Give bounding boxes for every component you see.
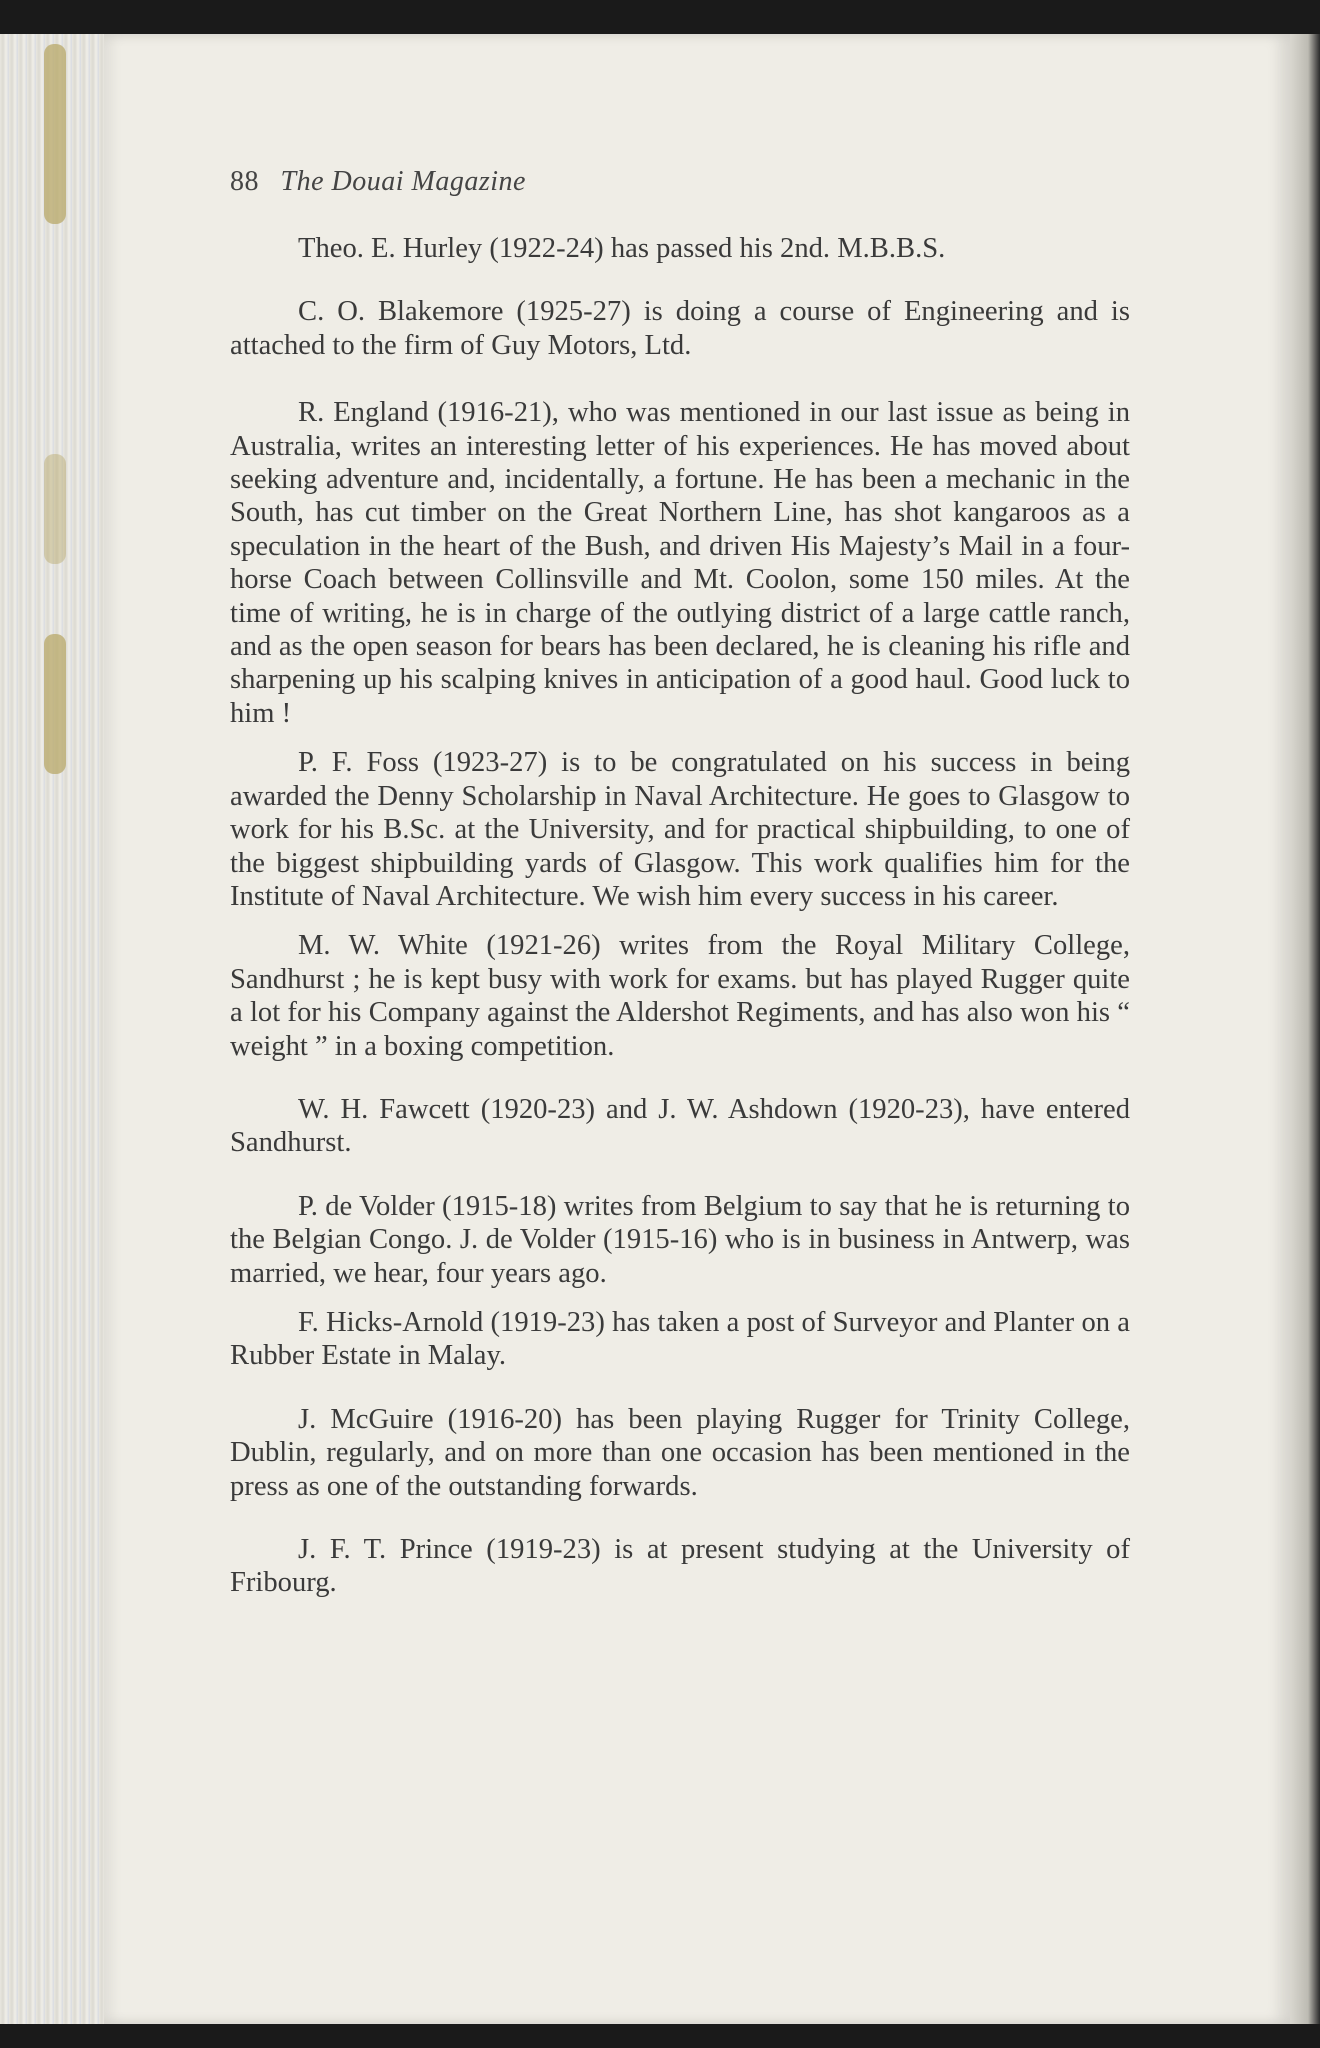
- book-page-edges: [0, 34, 108, 2024]
- paragraph-fawcett-ashdown: W. H. Fawcett (1920-23) and J. W. Ashdown (1920-23), have entered Sandhurst.: [230, 1093, 1130, 1159]
- book-right-edge: [1290, 34, 1320, 2024]
- paragraph-hurley: Theo. E. Hurley (1922-24) has passed his 2nd. M.B.B.S.: [298, 233, 946, 264]
- page-edge-stain: [44, 634, 66, 774]
- page-edge-stain: [44, 44, 66, 224]
- body-text: [230, 232, 1130, 1600]
- paragraph-blakemore: C. O. Blakemore (1925-27) is doing a course of Engineering and is attached to the firm of Guy Motors, Ltd.: [230, 296, 1130, 361]
- magazine-title: The Douai Magazine: [280, 166, 526, 197]
- paragraph-white: M. W. White (1921-26) writes from the Royal Military College, Sandhurst ; he is kept busy with work for exams. but has played Rugger quite a lot for his Company against the Aldershot Regiments, and has also won his “ weight ” in a boxing competition.: [230, 930, 1130, 1062]
- running-header: [230, 166, 526, 198]
- paragraph-mcguire: J. McGuire (1916-20) has been playing Rugger for Trinity College, Dublin, regularly, and on more than one occasion has been mentioned in the press as one of the outstanding forwards.: [230, 1403, 1130, 1502]
- page-number: 88: [230, 166, 259, 197]
- paragraph-hicks-arnold: F. Hicks-Arnold (1919-23) has taken a post of Surveyor and Planter on a Rubber Estate in Malay.: [230, 1306, 1130, 1372]
- page-edge-stain: [44, 454, 66, 564]
- paragraph-foss: P. F. Foss (1923-27) is to be congratulated on his success in being awarded the Denny Scholarship in Naval Architecture. He goes to Glasgow to work for his B.Sc. at the University, and for practical shipbuilding, to one of the biggest shipbuilding yards of Glasgow. This work qualifies him for the Institute of Naval Architecture. We wish him every success in his career.: [230, 747, 1130, 912]
- paragraph-prince: J. F. T. Prince (1919-23) is at present studying at the University of Fribourg.: [230, 1534, 1130, 1599]
- paragraph-de-volder: P. de Volder (1915-18) writes from Belgium to say that he is returning to the Belgian Congo. J. de Volder (1915-16) who is in business in Antwerp, was married, we hear, four years ago.: [230, 1190, 1130, 1289]
- paragraph-england: R. England (1916-21), who was mentioned in our last issue as being in Australia, writes an interesting letter of his experiences. He has moved about seeking adventure and, incidentally, a fortune. He has been a mechanic in the South, has cut timber on the Great Northern Line, has shot kangaroos as a speculation in the heart of the Bush, and driven His Majesty’s Mail in a four-horse Coach between Collinsville and Mt. Coolon, some 150 miles. At the time of writing, he is in charge of the outlying district of a large cattle ranch, and as the open season for bears has been declared, he is cleaning his rifle and sharpening up his scalping knives in anticipation of a good haul. Good luck to him !: [230, 397, 1130, 729]
